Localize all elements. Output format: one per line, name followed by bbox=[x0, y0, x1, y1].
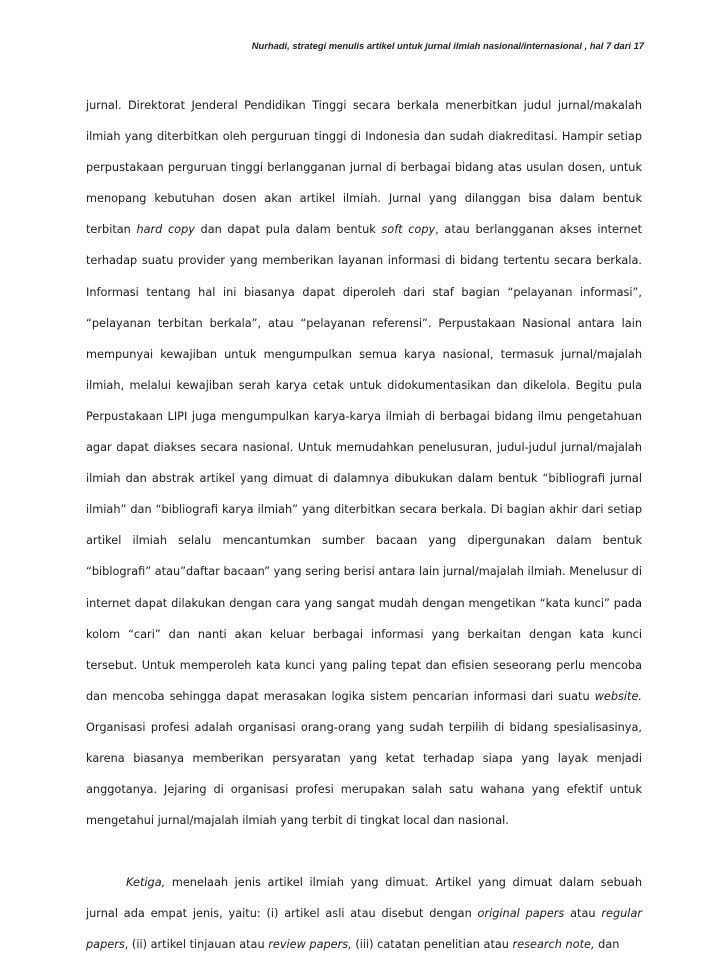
running-header: Nurhadi, strategi menulis artikel untuk jurnal ilmiah nasional/internasional , hal 7 dari 17 bbox=[251, 40, 644, 51]
italic-term-regular-papers: regular papers bbox=[86, 907, 643, 952]
italic-term-original-papers: original papers bbox=[477, 907, 565, 921]
text-run: dan bbox=[594, 938, 620, 952]
paragraph-1 bbox=[86, 90, 642, 836]
body-text bbox=[86, 90, 642, 961]
italic-term-review-papers: review papers, bbox=[268, 938, 352, 952]
text-run: atau bbox=[564, 907, 602, 921]
text-run: jurnal. Direktorat Jenderal Pendidikan Tinggi secara berkala menerbitkan judul jurnal/makalah ilmiah yang diterbitkan oleh perguruan tinggi di Indonesia dan sudah diakreditasi. Hampir setiap perpustakaan perguruan tinggi berlangganan jurnal di berbagai bidang atas usulan dosen, untuk menopang kebutuhan dosen akan artikel ilmiah. Jurnal yang dilanggan bisa dalam bentuk terbitan bbox=[86, 99, 642, 237]
text-run: menelaah jenis artikel ilmiah yang dimuat. Artikel yang dimuat dalam sebuah jurnal ada empat jenis, yaitu: (i) artikel asli atau disebut dengan bbox=[86, 876, 642, 921]
italic-term-ketiga: Ketiga, bbox=[126, 876, 166, 890]
text-run: , atau berlangganan akses internet terhadap suatu provider yang memberikan layanan informasi di bidang tertentu secara berkala. Informasi tentang hal ini biasanya dapat diperoleh dari staf bagian “pelayanan informasi”, “pelayanan terbitan berkala”, atau “pelayanan referensi”. Perpustakaan Nasional antara lain mempunyai kewajiban untuk mengumpulkan semua karya nasional, termasuk jurnal/majalah ilmiah, melalui kewajiban serah karya cetak untuk didokumentasikan dan dikelola. Begitu pula Perpustakaan LIPI juga mengumpulkan karya-karya ilmiah di berbagai bidang ilmu pengetahuan agar dapat diakses secara nasional. Untuk memudahkan penelusuran, judul-judul jurnal/majalah ilmiah dan abstrak artikel yang dimuat di dalamnya dibukukan dalam bentuk “bibliografi jurnal ilmiah” dan “bibliografi karya ilmiah” yang diterbitkan secara berkala. Di bagian akhir dari setiap artikel ilmiah selalu mencantumkan sumber bacaan yang dipergunakan dalam bentuk “biblografi” atau”daftar bacaan” yang sering berisi antara lain jurnal/majalah ilmiah. Menelusur di internet dapat dilakukan dengan cara yang sangat mudah dengan mengetikan “kata kunci” pada kolom “cari” dan nanti akan keluar berbagai informasi yang berkaitan dengan kata kunci tersebut. Untuk memperoleh kata kunci yang paling tepat dan efisien seseorang perlu mencoba dan mencoba sehingga dapat merasakan logika sistem pencarian informasi dari suatu bbox=[86, 223, 642, 703]
italic-term-hard-copy: hard copy bbox=[136, 223, 195, 237]
paragraph-2 bbox=[86, 867, 642, 960]
text-run: (iii) catatan penelitian atau bbox=[351, 938, 513, 952]
italic-term-website: website. bbox=[594, 689, 642, 703]
text-run: , (ii) artikel tinjauan atau bbox=[124, 938, 269, 952]
text-run: dan dapat pula dalam bentuk bbox=[194, 223, 382, 237]
text-run: Organisasi profesi adalah organisasi orang-orang yang sudah terpilih di bidang spesialisasinya, karena biasanya memberikan persyaratan yang ketat terhadap siapa yang layak menjadi anggotanya. Jejaring di organisasi profesi merupakan salah satu wahana yang efektif untuk mengetahui jurnal/majalah ilmiah yang terbit di tingkat local dan nasional. bbox=[86, 720, 642, 828]
italic-term-soft-copy: soft copy bbox=[381, 223, 436, 237]
italic-term-research-note: research note, bbox=[512, 938, 595, 952]
